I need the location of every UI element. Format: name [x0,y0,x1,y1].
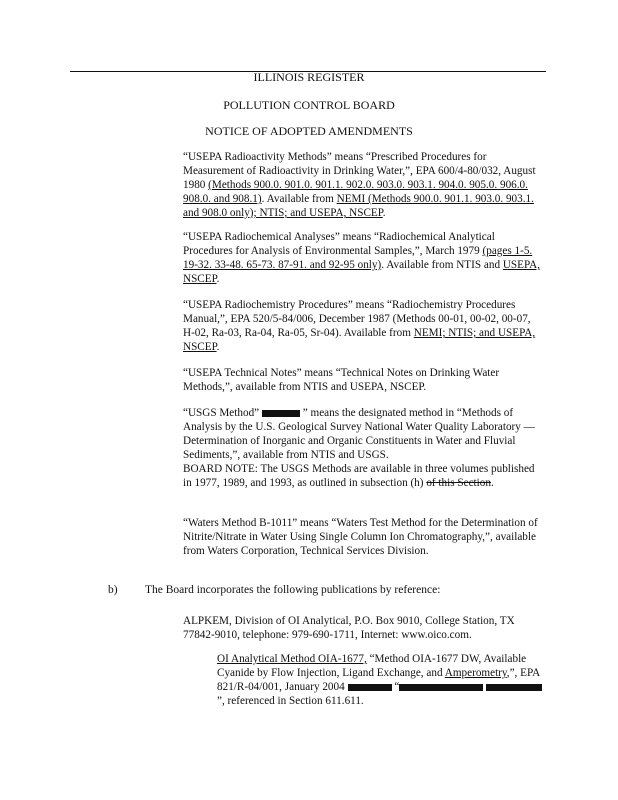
deleted-text: of this Section [426,477,491,489]
inserted-text: NEMI; NTIS; and USEPA, NSCEP [183,327,536,353]
inserted-text: USEPA, NSCEP [183,259,541,285]
inserted-text: (Methods 900.0. 901.0. 901.1. 902.0. 903.0. 903.1. 904.0. 905.0. 906.0. 908.0. and 908.1) [183,179,528,205]
text: “USEPA Technical Notes” means “Technical Notes on Drinking Water Methods,”, available from NTIS and USEPA, NSCEP. [183,367,500,393]
definition-technical-notes [183,366,543,394]
definition-radiochemical-analyses [183,230,543,286]
text: . [382,207,386,219]
definition-radiochemistry-procedures [183,298,543,354]
text: “ [394,681,400,693]
text: “USEPA Radioactivity Methods” means “Prescribed Procedures for Measurement of Radioactivity in Drinking Water,”, EPA 600/4-80/032, August 1980 [183,151,536,191]
text: ALPKEM, Division of OI Analytical, P.O. Box 9010, College Station, TX 77842-9010, telephone: 979-690-1711, Internet: www.oico.com. [183,615,515,641]
subsection-label: b) [108,584,118,596]
text: . Available from NTIS and [381,259,503,271]
redaction-mark [348,684,392,691]
subsection-intro: The Board incorporates the following publications by reference: [145,584,441,596]
notice-title: NOTICE OF ADOPTED AMENDMENTS [205,124,413,138]
text: ,”, EPA 821/R-04/001, January 2004 [217,667,540,693]
redaction-mark [486,684,542,691]
text: . [216,273,220,285]
definition-usgs-method [183,406,543,490]
redaction-mark [399,684,483,691]
board-note: BOARD NOTE: The USGS Methods are available in three volumes published in 1977, 1989, and 1993, as outlined in subsection (h) [183,463,535,489]
board-title: POLLUTION CONTROL BOARD [223,98,395,112]
text: . Available from [261,193,337,205]
inserted-text: OI Analytical Method OIA-1677, [217,653,367,665]
text: “Waters Method B-1011” means “Waters Test Method for the Determination of Nitrite/Nitrate in Water Using Single Column Ion Chromatography,”, available from Waters Corporation, Technical Services Division. [183,517,538,557]
text: “USGS Method” [183,407,260,419]
register-title: ILLINOIS REGISTER [253,70,365,84]
redaction-mark [262,410,300,417]
inserted-text: NEMI (Methods 900.0. 901.1. 903.0. 903.1. and 908.0 only); NTIS; and USEPA, NSCEP [183,193,534,219]
text: . [216,341,220,353]
definition-radioactivity-methods [183,150,543,220]
alpkem-source [183,614,543,642]
oi-method-entry [217,652,547,708]
text: ”, referenced in Section 611.611. [217,695,364,707]
inserted-text: (pages 1-5. 19-32. 33-48. 65-73. 87-91. and 92-95 only) [183,245,533,271]
definition-waters-method [183,516,543,558]
inserted-text: Amperometry [444,667,507,679]
text: “USEPA Radiochemistry Procedures” means “Radiochemistry Procedures Manual,”, EPA 520/5-84/006, December 1987 (Methods 00-01, 00-02, 00-07, H-02, Ra-03, Ra-04, Ra-05, Sr-04). Available from [183,299,531,339]
text: . [490,477,494,489]
text: “USEPA Radiochemical Analyses” means “Radiochemical Analytical Procedures for Analysis of Environmental Samples,”, March 1979 [183,231,495,257]
text: ” means the designated method in “Methods of Analysis by the U.S. Geological Survey National Water Quality Laboratory — Determination of Inorganic and Organic Constituents in Water and Fluvial Sediments,”, available from NTIS and USGS. [183,407,535,461]
text: “Method OIA-1677 DW, Available Cyanide by Flow Injection, Ligand Exchange, and [217,653,527,679]
